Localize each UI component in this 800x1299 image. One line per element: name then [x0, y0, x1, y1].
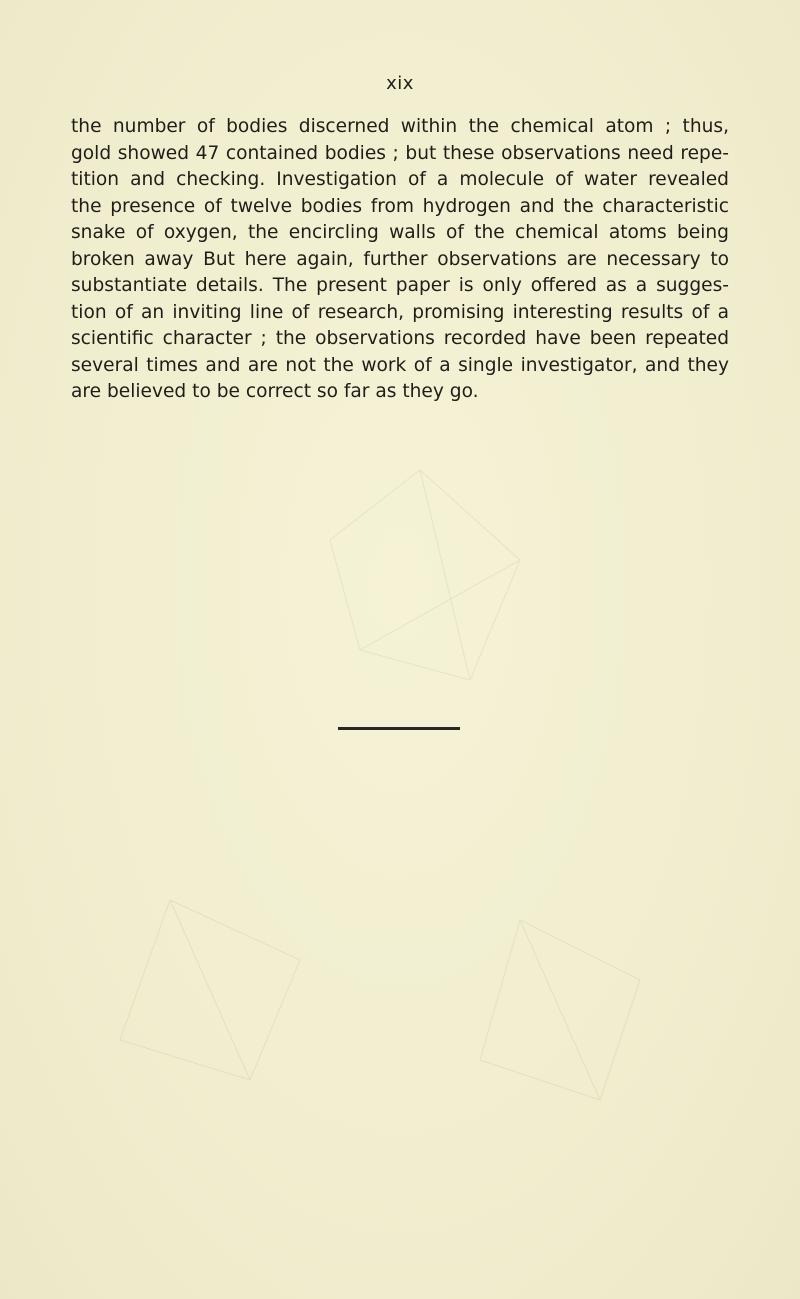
text-line: are believed to be correct so far as they go. — [71, 381, 479, 402]
text-line: broken away But here again, further observations are necessary to — [71, 248, 729, 270]
text-line: snake of oxygen, the encircling walls of the chemical atoms being — [71, 222, 729, 243]
page-number: xix — [386, 73, 414, 94]
text-line: tion of an inviting line of research, promising interesting results of a — [71, 301, 729, 323]
text-line: scientific character ; the observations recorded have been repeated — [71, 328, 729, 349]
body-paragraph — [71, 114, 729, 406]
section-divider — [338, 727, 460, 730]
text-line: several times and are not the work of a single investigator, and they — [71, 354, 729, 376]
text-line: the number of bodies discerned within the chemical atom ; thus, — [71, 116, 729, 137]
text-line: substantiate details. The present paper is only offered as a sugges- — [71, 275, 729, 296]
text-line: the presence of twelve bodies from hydrogen and the characteristic — [71, 195, 729, 217]
text-line: tition and checking. Investigation of a molecule of water revealed — [71, 169, 729, 190]
text-line: gold showed 47 contained bodies ; but these observations need repe- — [71, 142, 729, 164]
